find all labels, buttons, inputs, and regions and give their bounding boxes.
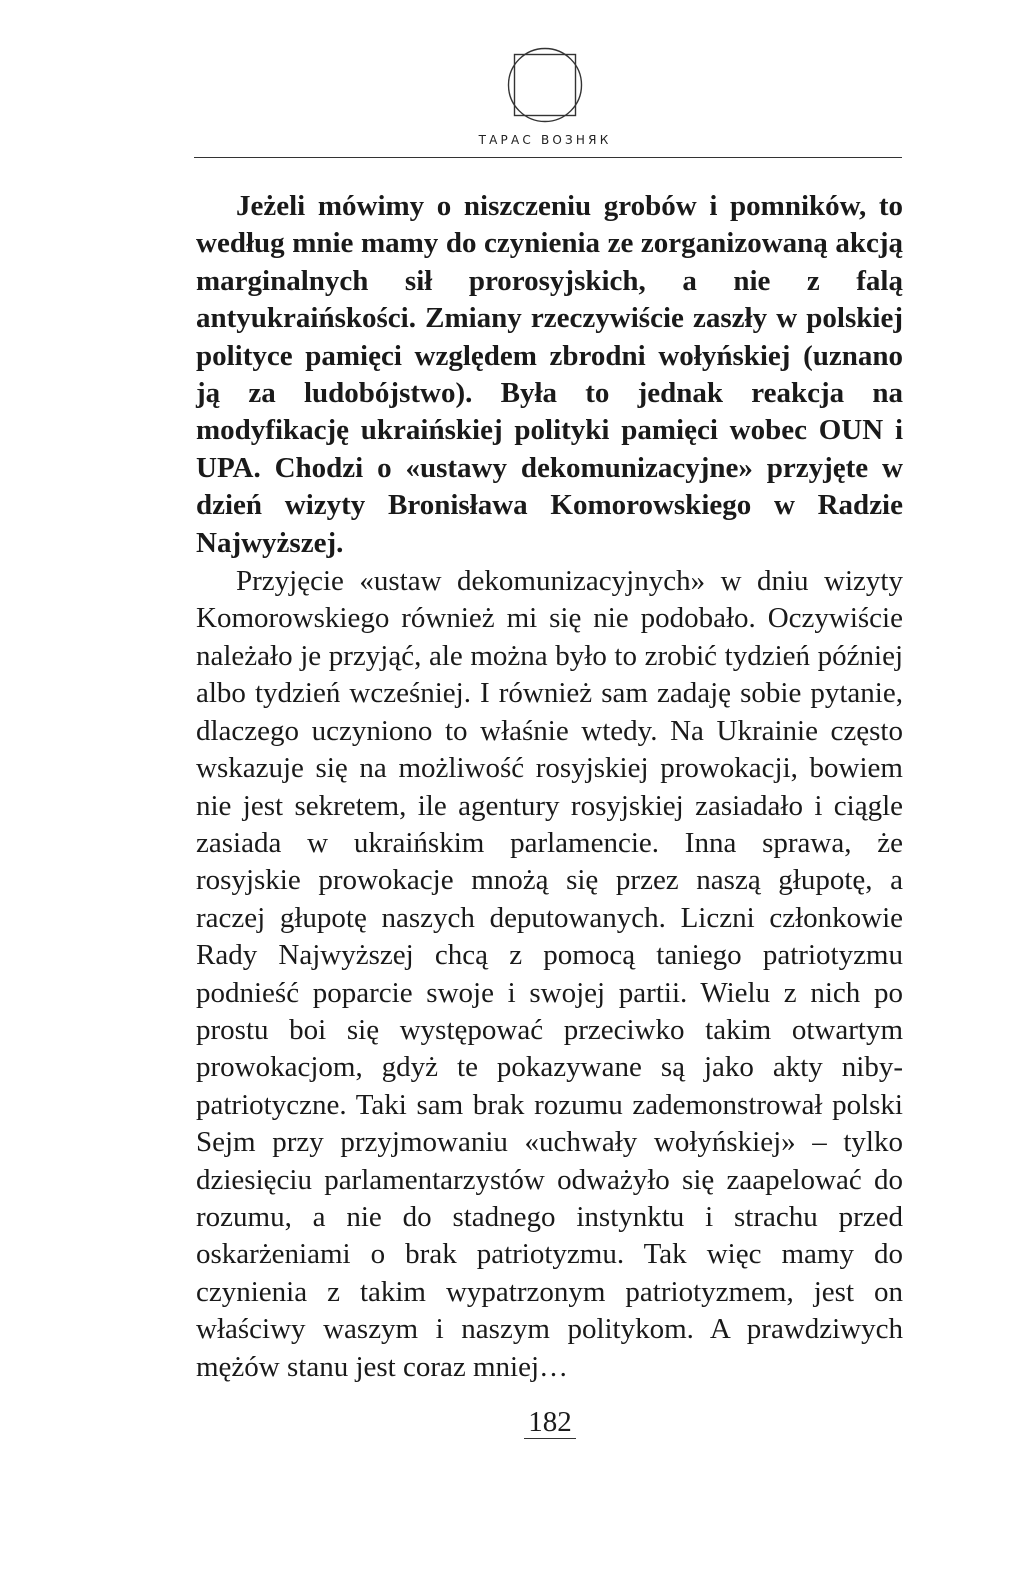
circle-square-emblem-icon (507, 47, 583, 123)
header-divider (194, 157, 902, 158)
paragraph-bold: Jeżeli mówimy o niszczeniu grobów i pomników, to według mnie mamy do czynienia ze zorganizowaną akcją marginalnych sił prorosyjskich, a nie z falą antyukraińskości. Zmiany rzeczywiście zaszły w polskiej polityce pamięci względem zbrodni wołyńskiej (uznano ją za ludobójstwo). Była to jednak reakcja na modyfikację ukraińskiej polityki pamięci wobec OUN i UPA. Chodzi o «ustawy dekomunizacyjne» przyjęte w dzień wizyty Bronisława Komorowskiego w Radzie Najwyższej. (196, 190, 903, 559)
paragraph-regular: Przyjęcie «ustaw dekomunizacyjnych» w dniu wizyty Komorowskiego również mi się nie podobało. Oczywiście należało je przyjąć, ale można było to zrobić tydzień później albo tydzień wcześniej. I również sam zadaję sobie pytanie, dlaczego uczyniono to właśnie wtedy. Na Ukrainie często wskazuje się na możliwość rosyjskiej prowokacji, bowiem nie jest sekretem, ile agentury rosyjskiej zasiadało i ciągle zasiada w ukraińskim parlamencie. Inna sprawa, że rosyjskie prowokacje mnożą się przez naszą głupotę, a raczej głupotę naszych deputowanych. Liczni członkowie Rady Najwyższej chcą z pomocą taniego patriotyzmu podnieść poparcie swoje i swojej partii. Wielu z nich po prostu boi się występować przeciwko takim otwartym prowokacjom, gdyż te pokazywane są jako akty niby-patriotyczne. Taki sam brak rozumu zademonstrował polski Sejm przy przyjmowaniu «uchwały wołyńskiej» – tylko dziesięciu parlamentarzystów odważyło się zaapelować do rozumu, a nie do stadnego instynktu i strachu przed oskarżeniami o brak patriotyzmu. Tak więc mamy do czynienia z takim wypatrzonym patriotyzmem, jest on właściwy waszym i naszym politykom. A prawdziwych mężów stanu jest coraz mniej… (196, 565, 903, 1383)
body-text (196, 188, 903, 1386)
page-number: 182 (528, 1406, 572, 1438)
page-number-underline (524, 1438, 576, 1439)
running-head-author: ТАРАС ВОЗНЯК (478, 133, 612, 147)
